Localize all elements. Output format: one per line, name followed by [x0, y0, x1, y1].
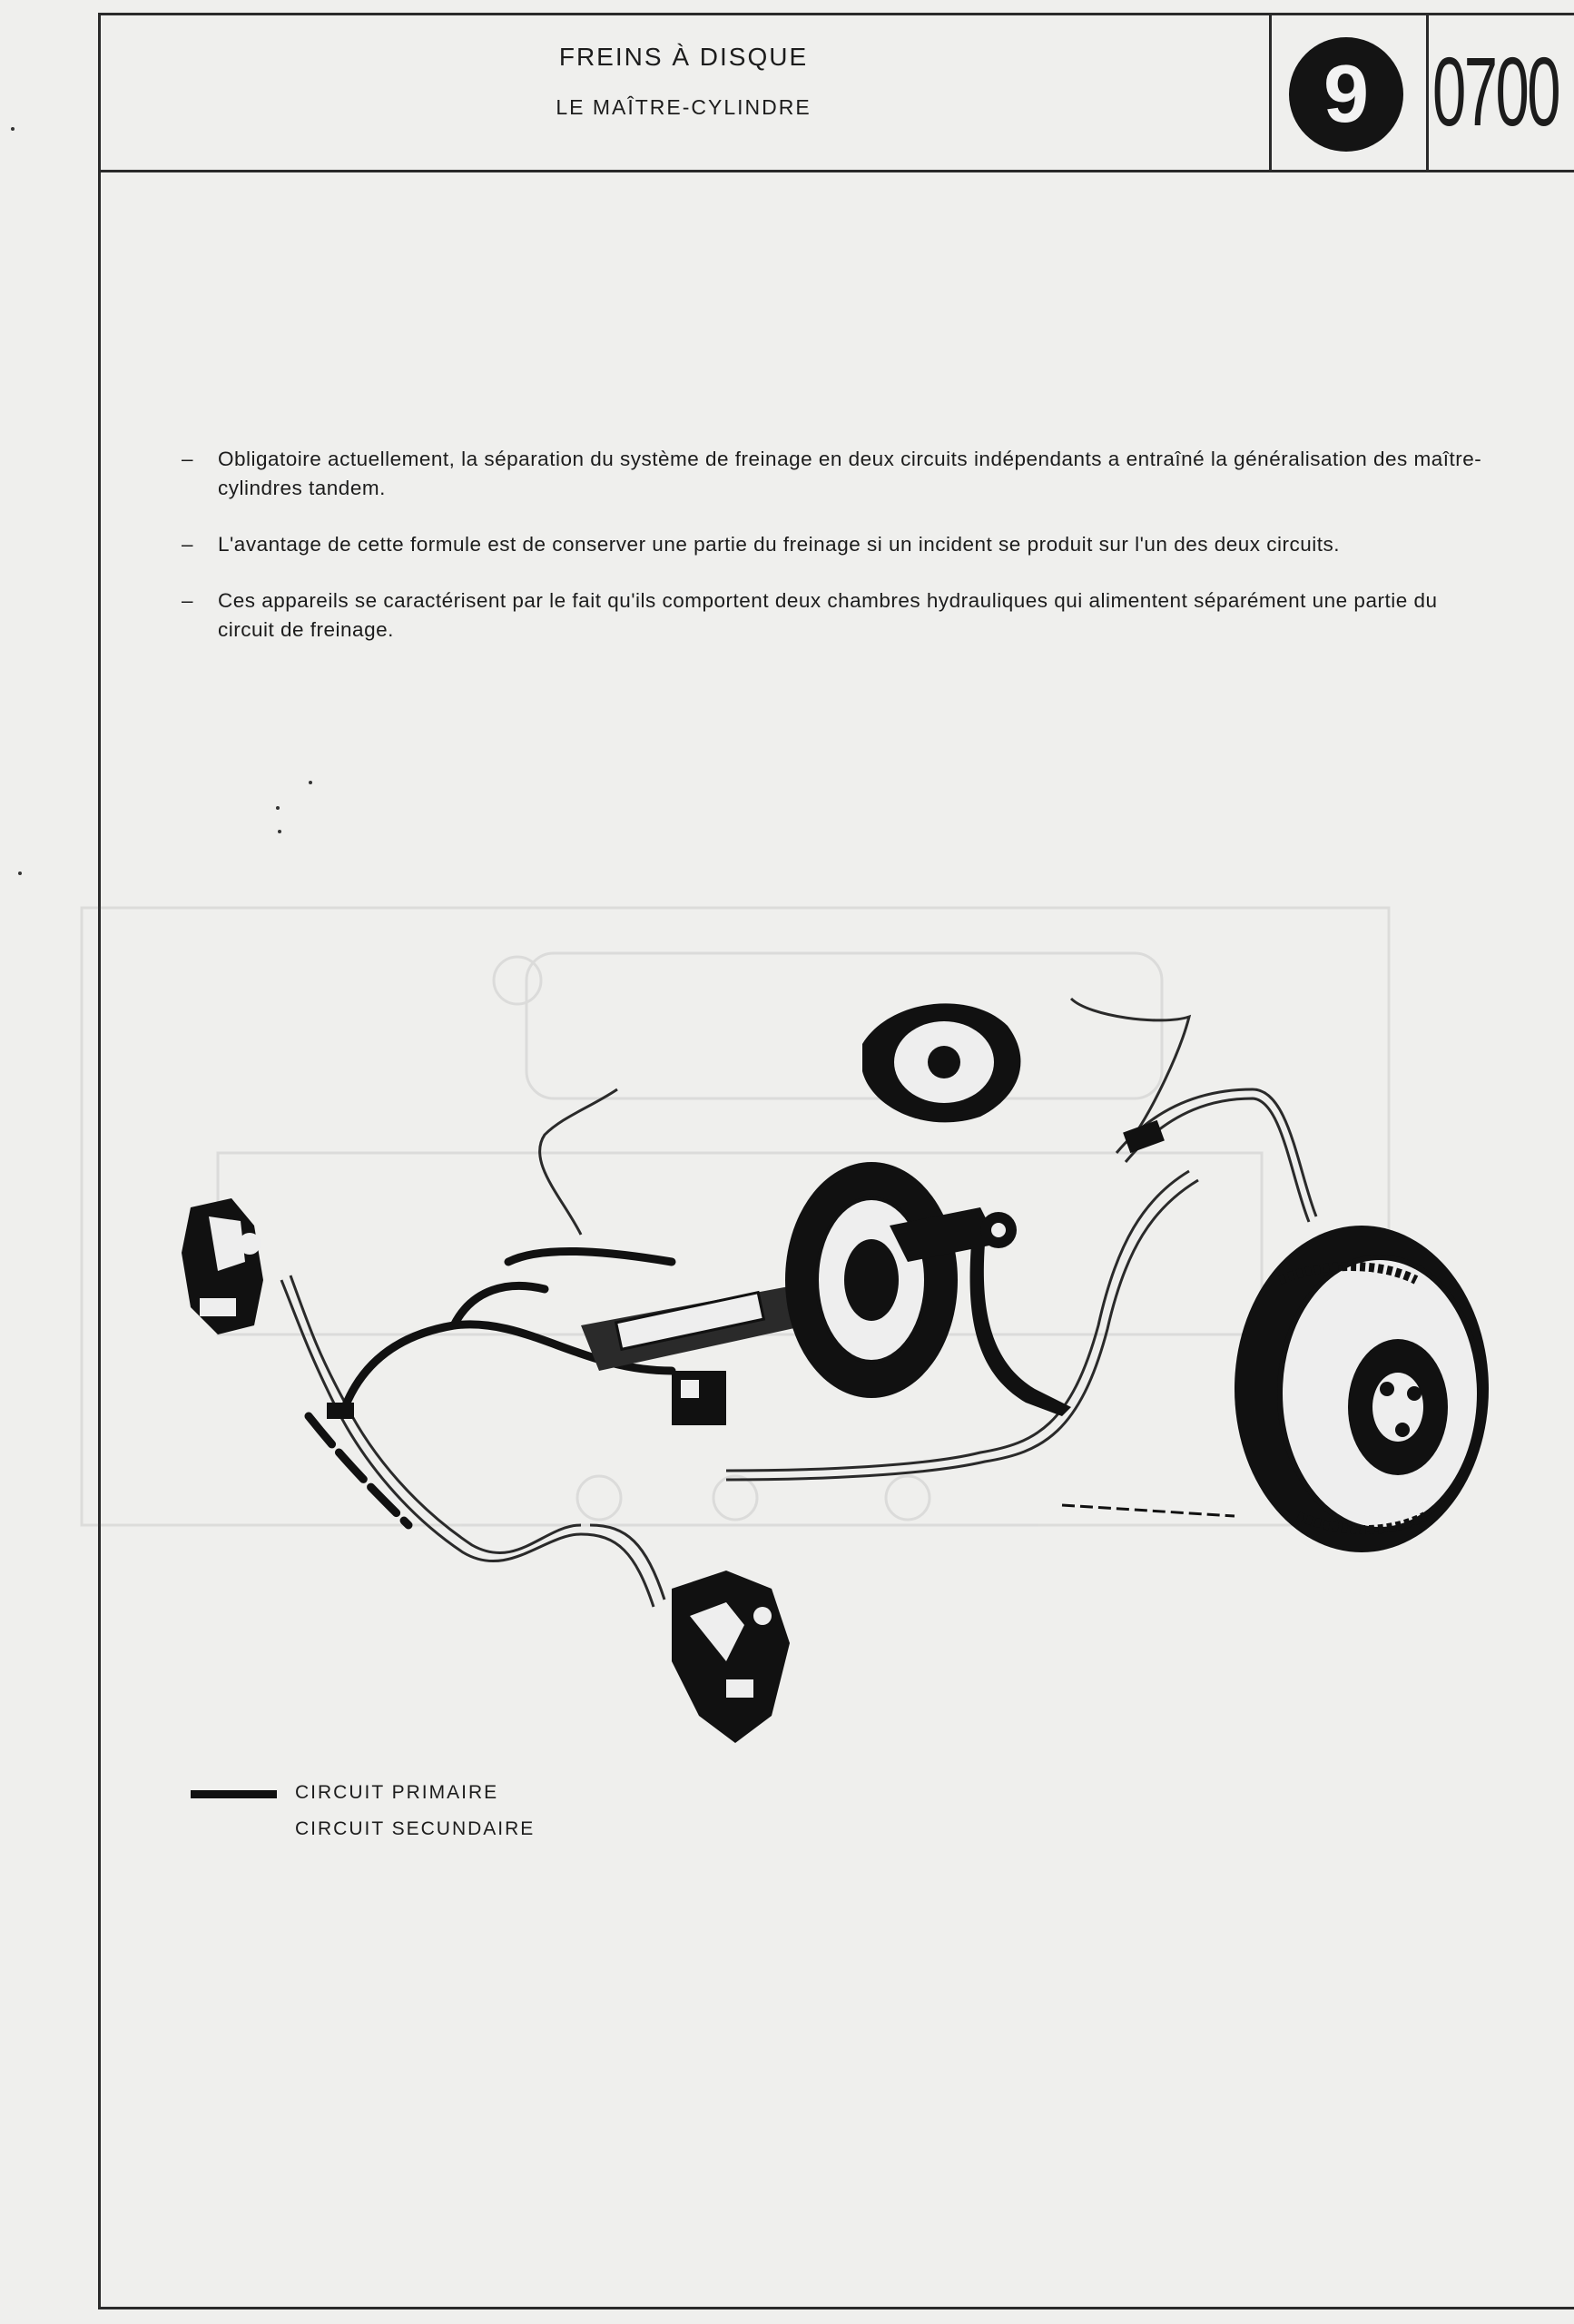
paragraph-text: L'avantage de cette formule est de conserver une partie du freinage si un incident se produit sur l'un des deux circuits. — [218, 533, 1341, 556]
bullet-dash: – — [182, 589, 194, 612]
bullet-dash: – — [182, 533, 194, 556]
header-divider — [1426, 15, 1429, 172]
secondary-circuit-swatch — [191, 1827, 277, 1835]
paragraph — [182, 586, 1489, 645]
legend-item-primary — [191, 1775, 535, 1811]
section-number-badge: 9 — [1289, 37, 1403, 152]
show-through-background — [82, 908, 1389, 1525]
page-title: FREINS À DISQUE — [558, 43, 809, 71]
legend-item-secondary — [191, 1811, 535, 1847]
page-code: 0700 — [1432, 36, 1559, 146]
paragraph — [182, 530, 1489, 559]
page-subtitle: LE MAÎTRE-CYLINDRE — [556, 95, 812, 119]
master-cylinder-assembly — [581, 1162, 999, 1425]
page-header — [98, 13, 1574, 172]
paragraph — [182, 445, 1489, 503]
bullet-dash: – — [182, 448, 194, 470]
legend-label: CIRCUIT SECUNDAIRE — [295, 1818, 536, 1839]
front-left-caliper — [182, 1198, 263, 1334]
paragraph-text: Ces appareils se caractérisent par le fait qu'ils comportent deux chambres hydrauliques qui alimentent séparément une partie du circuit de freinage. — [218, 589, 1438, 641]
rear-drum-brake-top — [862, 1003, 1020, 1122]
body-text — [182, 445, 1489, 672]
legend-label: CIRCUIT PRIMAIRE — [295, 1782, 499, 1803]
header-divider — [1269, 15, 1272, 172]
circuit-legend — [191, 1775, 535, 1847]
brake-system-illustration — [73, 899, 1525, 1788]
rear-drum-brake-right — [1062, 1226, 1489, 1552]
front-right-caliper — [672, 1571, 790, 1743]
pipe-junctions — [327, 1120, 1165, 1419]
primary-circuit-swatch — [191, 1790, 277, 1798]
paragraph-text: Obligatoire actuellement, la séparation du système de freinage en deux circuits indépendants a entraîné la généralisation des maître-cylindres tandem. — [218, 448, 1482, 499]
